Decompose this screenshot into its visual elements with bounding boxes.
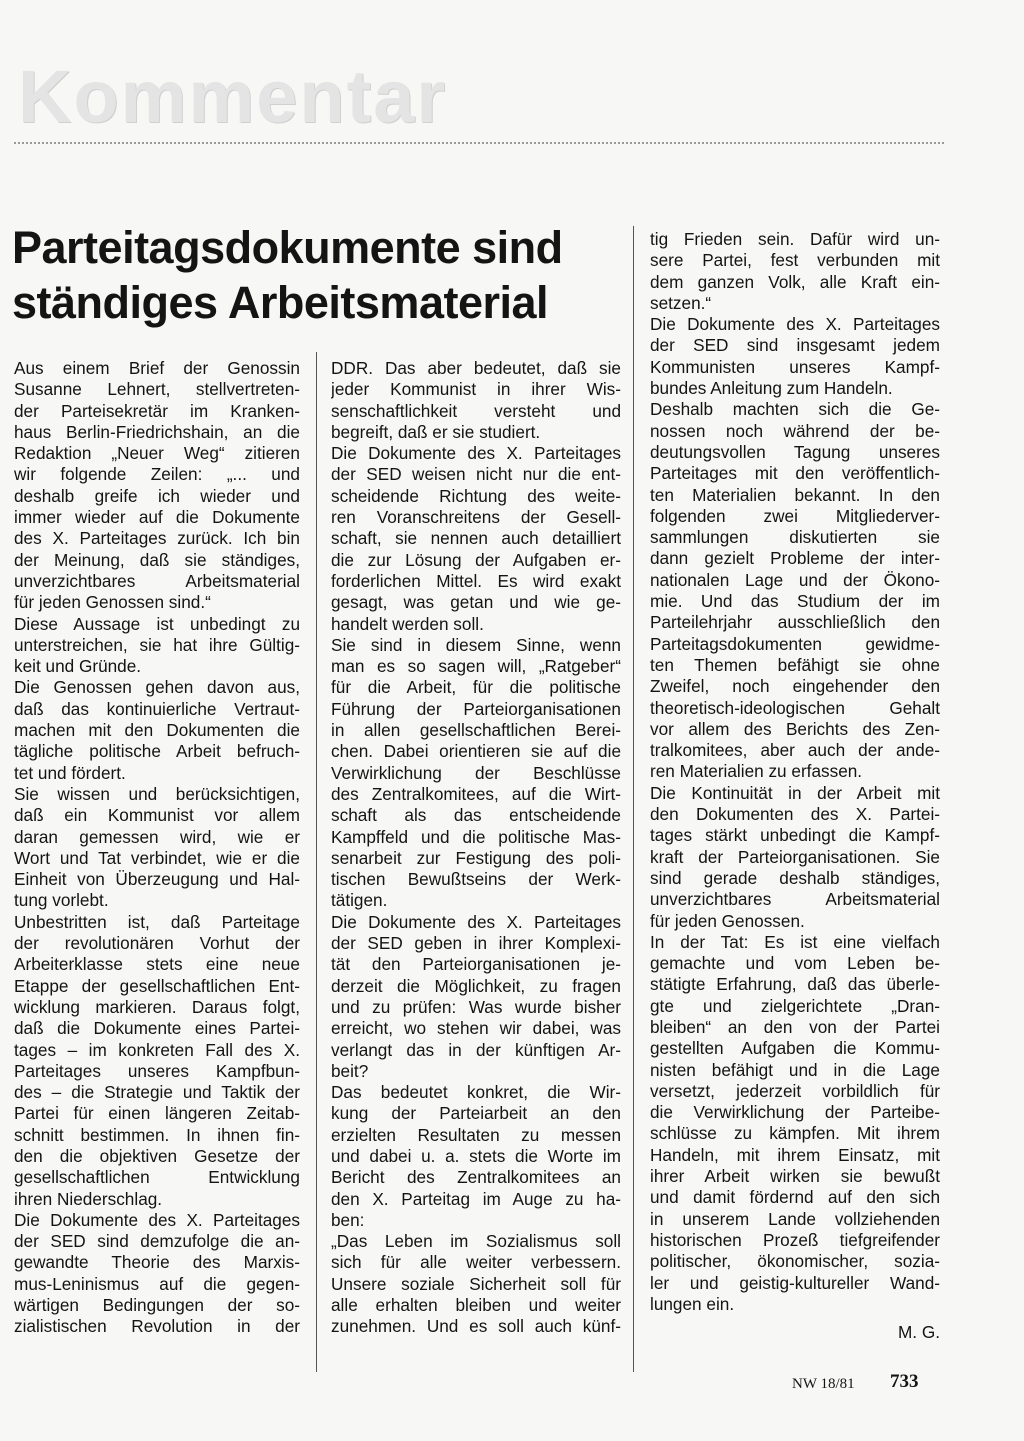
- text-line: tig Frieden sein. Dafür wird un-: [650, 229, 940, 249]
- text-line: Verwirklichung der Beschlüsse: [331, 762, 621, 783]
- text-line: der SED sind insgesamt jedem: [650, 335, 940, 356]
- text-line: ben:: [331, 1209, 365, 1230]
- text-line: theoretisch-ideologischen Gehalt: [650, 697, 940, 718]
- text-line: Unsere soziale Sicherheit soll für: [331, 1273, 621, 1294]
- text-line: nisten befähigt und in die Lage: [650, 1059, 940, 1080]
- text-line: tischen Bewußtseins der Werk-: [331, 869, 621, 890]
- text-line: für die Arbeit, für die politische: [331, 677, 621, 698]
- text-line: Sie wissen und berücksichtigen,: [14, 783, 300, 804]
- text-line: Parteitages unseres Kampfbun-: [14, 1060, 300, 1081]
- text-line: nationalen Lage und der Ökono-: [650, 569, 940, 590]
- text-line: ler und geistig-kultureller Wand-: [650, 1272, 940, 1293]
- text-line: ten Materialien bekannt. In den: [650, 484, 940, 505]
- text-line: forderlichen Mittel. Es wird exakt: [331, 570, 621, 591]
- text-line: ten Themen befähigt sie ohne: [650, 654, 940, 675]
- article-headline: [12, 220, 612, 330]
- text-line: begreift, daß er sie studiert.: [331, 421, 541, 442]
- text-line: unterstreichen, sie hat ihre Gültig-: [14, 634, 300, 655]
- text-line: stätigte Erfahrung, daß das überle-: [650, 974, 940, 995]
- text-line: „Das Leben im Sozialismus soll: [331, 1231, 621, 1252]
- text-line: dem ganzen Volk, alle Kraft ein-: [650, 271, 940, 292]
- text-line: der Parteisekretär im Kranken-: [14, 400, 300, 421]
- text-line: Parteitages mit den veröffentlich-: [650, 463, 940, 484]
- text-line: Parteitagsdokumenten gewidme-: [650, 633, 940, 654]
- text-line: vor allem des Berichts des Zen-: [650, 718, 940, 739]
- text-line: Diese Aussage ist unbedingt zu: [14, 613, 300, 634]
- text-line: für jeden Genossen.: [650, 910, 805, 931]
- text-line: gesagt, was getan und wie ge-: [331, 592, 621, 613]
- text-line: chen. Dabei orientieren sie auf die: [331, 741, 621, 762]
- text-line: jeder Kommunist in ihrer Wis-: [331, 379, 621, 400]
- text-line: Susanne Lehnert, stellvertreten-: [14, 379, 300, 400]
- text-line: bleiben“ an den von der Partei: [650, 1016, 940, 1037]
- text-line: des Zentralkomitees, auf die Wirt-: [331, 783, 621, 804]
- text-line: DDR. Das aber bedeutet, daß sie: [331, 358, 621, 378]
- article-column-3: [650, 229, 940, 1315]
- text-line: deutungsvollen Tagung unseres: [650, 441, 940, 462]
- text-line: schaft, sie nennen auch detailliert: [331, 528, 621, 549]
- article-column-2: [331, 358, 621, 1338]
- kicker-rule: [14, 142, 944, 144]
- text-line: Deshalb machten sich die Ge-: [650, 399, 940, 420]
- text-line: gesellschaftlichen Entwicklung: [14, 1167, 300, 1188]
- text-line: tralkomitees, aber auch der ande-: [650, 740, 940, 761]
- text-line: Redaktion „Neuer Weg“ zitieren: [14, 443, 300, 464]
- text-line: Partei für einen längeren Zeitab-: [14, 1103, 300, 1124]
- text-line: mie. Und das Studium der im: [650, 591, 940, 612]
- text-line: den die objektiven Gesetze der: [14, 1145, 300, 1166]
- text-line: Sie sind in diesem Sinne, wenn: [331, 634, 621, 655]
- text-line: den X. Parteitag im Auge zu ha-: [331, 1188, 621, 1209]
- text-line: Bericht des Zentralkomitees an: [331, 1167, 621, 1188]
- text-line: tung vorlebt.: [14, 890, 109, 911]
- text-line: setzen.“: [650, 292, 712, 313]
- author-signature: M. G.: [897, 1322, 940, 1342]
- text-line: tätigen.: [331, 890, 388, 911]
- text-line: tages stärkt unbedingt die Kampf-: [650, 825, 940, 846]
- text-line: wicklung markieren. Daraus folgt,: [14, 996, 300, 1017]
- text-line: Die Dokumente des X. Parteitages: [331, 911, 621, 932]
- text-line: derzeit die Möglichkeit, zu fragen: [331, 975, 621, 996]
- text-line: der Meinung, daß sie ständiges,: [14, 549, 300, 570]
- text-line: deshalb greife ich wieder und: [14, 485, 300, 506]
- text-line: gestellten Aufgaben die Kommu-: [650, 1038, 940, 1059]
- text-line: Die Genossen gehen davon aus,: [14, 677, 300, 698]
- article-column-1: [14, 358, 300, 1338]
- text-line: und damit fördernd auf den sich: [650, 1187, 940, 1208]
- issue-number: NW 18/81: [792, 1376, 855, 1392]
- text-line: tages – im konkreten Fall des X.: [14, 1039, 300, 1060]
- text-line: dann gezielt Probleme der inter-: [650, 548, 940, 569]
- text-line: bundes Anleitung zum Handeln.: [650, 378, 893, 399]
- text-line: schlüsse zu kämpfen. Mit ihrem: [650, 1123, 940, 1144]
- text-line: in allen gesellschaftlichen Berei-: [331, 720, 621, 741]
- text-line: sind gerade deshalb ständiges,: [650, 867, 940, 888]
- text-line: lungen ein.: [650, 1293, 735, 1314]
- text-line: ren Materialien zu erfassen.: [650, 761, 863, 782]
- text-line: In der Tat: Es ist eine vielfach: [650, 931, 940, 952]
- text-line: Etappe der gesellschaftlichen Ent-: [14, 975, 300, 996]
- text-line: Parteilehrjahr ausschließlich den: [650, 612, 940, 633]
- text-line: Einheit von Überzeugung und Hal-: [14, 869, 300, 890]
- text-line: daß ein Kommunist vor allem: [14, 805, 300, 826]
- text-line: Aus einem Brief der Genossin: [14, 358, 300, 378]
- text-line: daß die Dokumente eines Partei-: [14, 1018, 300, 1039]
- text-line: der revolutionären Vorhut der: [14, 933, 300, 954]
- text-line: haus Berlin-Friedrichshain, an die: [14, 421, 300, 442]
- headline-line: Parteitagsdokumente sind: [12, 222, 563, 273]
- text-line: Zweifel, noch eingehender den: [650, 676, 940, 697]
- text-line: nossen noch während der be-: [650, 420, 940, 441]
- text-line: wärtigen Bedingungen der so-: [14, 1295, 300, 1316]
- text-line: Die Dokumente des X. Parteitages: [650, 314, 940, 335]
- text-line: gewandte Theorie des Marxis-: [14, 1252, 300, 1273]
- text-line: gte und zielgerichtete „Dran-: [650, 995, 940, 1016]
- text-line: Führung der Parteiorganisationen: [331, 698, 621, 719]
- column-divider: [316, 352, 317, 1372]
- text-line: mus-Leninismus auf die gegen-: [14, 1273, 300, 1294]
- text-line: Das bedeutet konkret, die Wir-: [331, 1082, 621, 1103]
- text-line: Unbestritten ist, daß Parteitage: [14, 911, 300, 932]
- text-line: erzielten Resultaten zu messen: [331, 1124, 621, 1145]
- text-line: senschaftlichkeit versteht und: [331, 400, 621, 421]
- text-line: tät den Parteiorganisationen je-: [331, 954, 621, 975]
- text-line: des – die Strategie und Taktik der: [14, 1082, 300, 1103]
- text-line: und zu prüfen: Was wurde bisher: [331, 996, 621, 1017]
- text-line: zunehmen. Und es soll auch künf-: [331, 1316, 621, 1337]
- text-line: ren Voranschreitens der Gesell-: [331, 507, 621, 528]
- section-kicker: Kommentar: [18, 55, 448, 138]
- text-line: versetzt, jederzeit vorbildlich für: [650, 1080, 940, 1101]
- text-line: wir folgende Zeilen: „... und: [14, 464, 300, 485]
- text-line: daran gemessen wird, wie er: [14, 826, 300, 847]
- text-line: Handeln, mit ihrem Einsatz, mit: [650, 1144, 940, 1165]
- text-line: folgenden zwei Mitgliederver-: [650, 505, 940, 526]
- text-line: der SED sind demzufolge die an-: [14, 1231, 300, 1252]
- text-line: historischen Prozeß tiefgreifender: [650, 1229, 940, 1250]
- text-line: Die Dokumente des X. Parteitages: [331, 443, 621, 464]
- text-line: immer wieder auf die Dokumente: [14, 507, 300, 528]
- text-line: in unserem Lande vollziehenden: [650, 1208, 940, 1229]
- text-line: keit und Gründe.: [14, 656, 142, 677]
- text-line: kraft der Parteiorganisationen. Sie: [650, 846, 940, 867]
- text-line: verlangt das in der künftigen Ar-: [331, 1039, 621, 1060]
- text-line: alle erhalten bleiben und weiter: [331, 1295, 621, 1316]
- text-line: des X. Parteitages zurück. Ich bin: [14, 528, 300, 549]
- text-line: politischer, ökonomischer, sozia-: [650, 1251, 940, 1272]
- text-line: der SED weisen nicht nur die ent-: [331, 464, 621, 485]
- text-line: die Verwirklichung der Parteibe-: [650, 1102, 940, 1123]
- text-line: die zur Lösung der Aufgaben er-: [331, 549, 621, 570]
- text-line: Kommunisten unseres Kampf-: [650, 356, 940, 377]
- text-line: daß das kontinuierliche Vertraut-: [14, 698, 300, 719]
- text-line: zialistischen Revolution in der: [14, 1316, 300, 1337]
- text-line: den Dokumenten des X. Partei-: [650, 804, 940, 825]
- text-line: schaft als das entscheidende: [331, 805, 621, 826]
- text-line: unverzichtbares Arbeitsmaterial: [650, 889, 940, 910]
- text-line: erreicht, wo stehen wir dabei, was: [331, 1018, 621, 1039]
- text-line: sere Partei, fest verbunden mit: [650, 250, 940, 271]
- text-line: schnitt bestimmen. In ihnen fin-: [14, 1124, 300, 1145]
- text-line: man es so sagen will, „Ratgeber“: [331, 656, 621, 677]
- text-line: der SED geben in ihrer Komplexi-: [331, 933, 621, 954]
- text-line: scheidende Richtung des weite-: [331, 485, 621, 506]
- text-line: senarbeit zur Festigung des poli-: [331, 847, 621, 868]
- text-line: tet und fördert.: [14, 762, 126, 783]
- headline-line: ständiges Arbeitsmaterial: [12, 277, 549, 328]
- text-line: unverzichtbares Arbeitsmaterial: [14, 570, 300, 591]
- text-line: Die Kontinuität in der Arbeit mit: [650, 782, 940, 803]
- text-line: tägliche politische Arbeit befruch-: [14, 741, 300, 762]
- text-line: machen mit den Dokumenten die: [14, 720, 300, 741]
- text-line: für jeden Genossen sind.“: [14, 592, 211, 613]
- text-line: Wort und Tat verbindet, wie er die: [14, 847, 300, 868]
- text-line: handelt werden soll.: [331, 613, 484, 634]
- text-line: Arbeiterklasse stets eine neue: [14, 954, 300, 975]
- text-line: kung der Parteiarbeit an den: [331, 1103, 621, 1124]
- column-divider: [633, 226, 634, 1372]
- text-line: ihren Niederschlag.: [14, 1188, 163, 1209]
- text-line: Kampffeld und die politische Mas-: [331, 826, 621, 847]
- text-line: und dabei u. a. stets die Worte im: [331, 1145, 621, 1166]
- text-line: sammlungen diskutierten sie: [650, 527, 940, 548]
- text-line: gemachte und vom Leben be-: [650, 953, 940, 974]
- page-number: 733: [890, 1371, 919, 1392]
- text-line: ihrer Arbeit wirken sie bewußt: [650, 1166, 940, 1187]
- text-line: beit?: [331, 1060, 369, 1081]
- text-line: Die Dokumente des X. Parteitages: [14, 1209, 300, 1230]
- text-line: sich für alle weiter verbessern.: [331, 1252, 621, 1273]
